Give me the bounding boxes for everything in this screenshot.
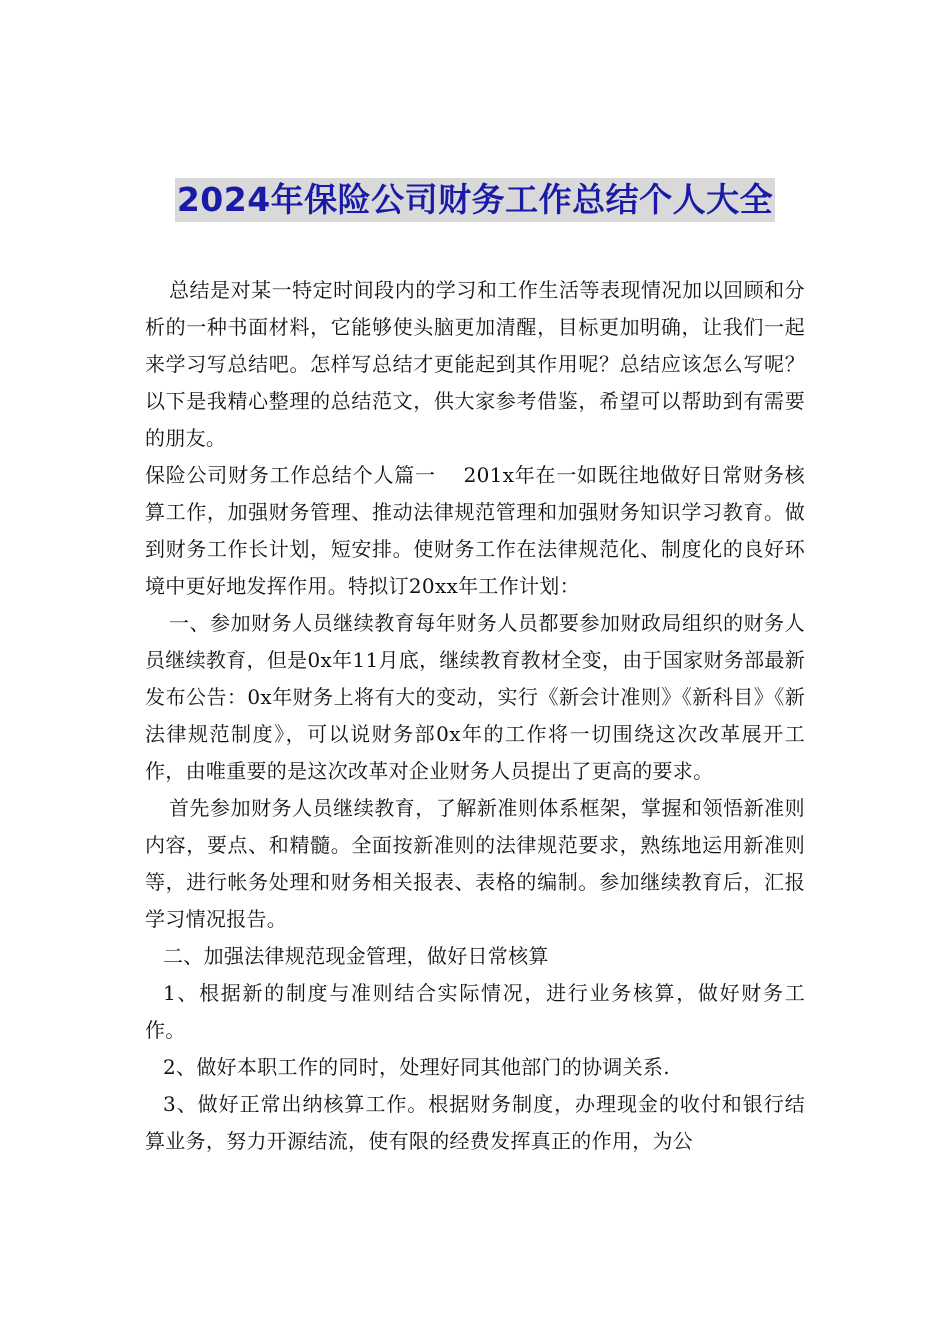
intro-paragraph: 总结是对某一特定时间段内的学习和工作生活等表现情况加以回顾和分析的一种书面材料，它能够使头脑更加清醒，目标更加明确，让我们一起来学习写总结吧。怎样写总结才更能起到其作用呢？总结应该怎么写呢？以下是我精心整理的总结范文，供大家参考借鉴，希望可以帮助到有需要的朋友。 [145, 278, 805, 450]
document-body [145, 272, 805, 1160]
document-title: 2024年保险公司财务工作总结个人大全 [175, 178, 775, 222]
item-one-paragraph: 一、参加财务人员继续教育每年财务人员都要参加财政局组织的财务人员继续教育，但是0x年11月底，继续教育教材全变，由于国家财务部最新发布公告：0x年财务上将有大的变动，实行《新会计准则》《新科目》《新法律规范制度》，可以说财务部0x年的工作将一切围绕这次改革展开工作，由唯重要的是这次改革对企业财务人员提出了更高的要求。 [145, 611, 805, 783]
section-one-paragraph: 保险公司财务工作总结个人篇一 201x年在一如既往地做好日常财务核算工作，加强财务管理、推动法律规范管理和加强财务知识学习教育。做到财务工作长计划，短安排。使财务工作在法律规范化、制度化的良好环境中更好地发挥作用。特拟订20xx年工作计划： [145, 463, 805, 598]
item-two-heading: 二、加强法律规范现金管理，做好日常核算 [163, 944, 549, 968]
subitem-three-paragraph: 3、做好正常出纳核算工作。根据财务制度，办理现金的收付和银行结算业务，努力开源结流，使有限的经费发挥真正的作用，为公 [145, 1092, 805, 1153]
subitem-one-paragraph: 1、根据新的制度与准则结合实际情况，进行业务核算，做好财务工作。 [145, 981, 805, 1042]
subitem-two-paragraph: 2、做好本职工作的同时，处理好同其他部门的协调关系. [163, 1055, 670, 1079]
title-container [0, 178, 950, 222]
continuing-education-paragraph: 首先参加财务人员继续教育，了解新准则体系框架，掌握和领悟新准则内容，要点、和精髓。全面按新准则的法律规范要求，熟练地运用新准则等，进行帐务处理和财务相关报表、表格的编制。参加继续教育后，汇报学习情况报告。 [145, 796, 805, 931]
